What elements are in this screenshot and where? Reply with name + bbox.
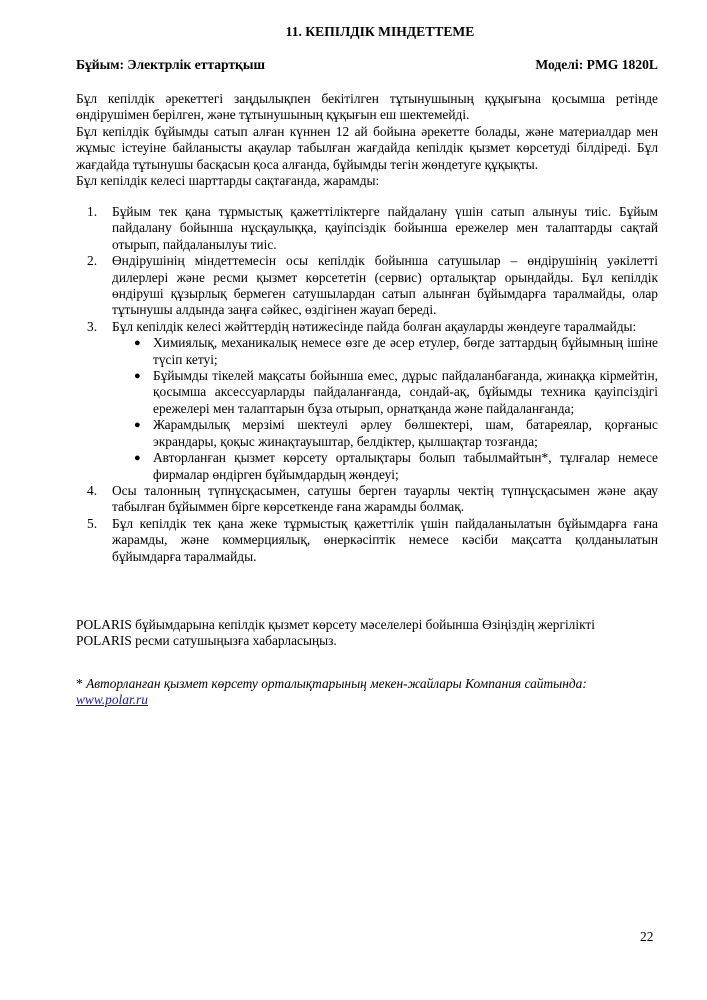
conditions-list [87,204,658,565]
contact-line: POLARIS ресми сатушыңызға хабарласыңыз. [76,633,337,649]
condition-item [87,515,658,565]
footnote [76,676,658,709]
exclusion-text: Бұйымды тікелей мақсаты бойынша емес, дұрыс пайдаланбағанда, жинаққа кірмейтін, қосымша аксессуарларды пайдаланғанда, сондай-ақ, бұйымды техника қауіпсіздігі ережелері мен талаптарын бұза отырып, орнатқанда және пайдаланғанда; [153,368,658,416]
exclusion-item [134,368,658,417]
condition-number: 3. [87,318,98,334]
intro-paragraph: Бұл кепілдік бұйымды сатып алған күннен 12 ай бойына әрекетте болады, және материалдар мен жұмыс істеуіне байланысты ақаулар табылған жағдайда кепілдік қызмет көрсетуді білдіреді. Бұл жағдайда тұтынушы басқасын қоса алғанда, бұйымды тегін жөндетуге құқықты. [76,123,658,172]
condition-number: 1. [87,204,98,219]
condition-text: Бұйым тек қана тұрмыстық қажеттіліктерге пайдалану үшін сатып алынуы тиіс. Бұйым пайдалану бойынша нұсқаулыққа, қауіпсіздік бойынша ережелер мен талаптарды сақтай отырып, пайдаланылуы тиіс. [112,204,658,252]
product-model: Моделі: PMG 1820L [535,57,658,72]
condition-text: Осы талонның түпнұсқасымен, сатушы берген тауарлы чектің түпнұсқасымен және ақау табылған бұйыммен бірге көрсеткенде ғана жарамды болмақ. [112,482,658,515]
bullet-icon: ● [134,370,141,383]
website-link[interactable]: www.polar.ru [76,692,148,708]
condition-number: 5. [87,515,98,531]
exclusion-text: Авторланған қызмет көрсету орталықтары болып табылмайтын*, тұлғалар немесе фирмалар өндірген бұйымдардың жөндеуі; [153,450,658,482]
exclusions-list [112,335,658,483]
intro-paragraph: Бұл кепілдік келесі шарттарды сақтағанда, жарамды: [76,173,380,189]
exclusion-text: Жарамдылық мерзімі шектеулі әрлеу бөлшектері, шам, батареялар, қорғаныс экрандары, қоқыс жинақтауыштар, белдіктер, қылшақтар тозғанда; [153,417,658,449]
condition-text: Өндірушінің міндеттемесін осы кепілдік бойынша сатушылар – өндірушінің уәкілетті дилерлері және ресми қызмет көрсететін (сервис) орталықтар орындайды. Бұл кепілдік өндіруші құзырлық бермеген сатушылардан сатып алынған бұйымдарға таралмайды, олар тұтынушы алдында заңға сәйкес, өздігінен жауап береді. [112,253,658,318]
condition-item [87,482,658,516]
product-label: Бұйым: Электрлік еттартқыш [76,57,265,72]
exclusion-item [134,335,658,368]
condition-item [87,204,658,253]
footnote-text: Авторланған қызмет көрсету орталықтарының мекен-жайлары Компания сайтында: [86,676,587,691]
condition-item [87,253,658,319]
contact-note [76,617,658,650]
page-number: 22 [640,929,654,944]
bullet-icon: ● [134,337,141,350]
footnote-marker: * [76,676,83,691]
exclusion-item [134,450,658,483]
condition-item [87,318,658,483]
condition-text: Бұл кепілдік келесі жәйттердің нәтижесінде пайда болған ақауларды жөндеуге таралмайды: [112,318,637,334]
intro-text [76,91,658,189]
intro-paragraph: Бұл кепілдік әрекеттегі заңдылықпен бекітілген тұтынушының құқығына қосымша ретінде өндірушімен берілген, және тұтынушының құқығын еш шектемейді. [76,91,658,123]
condition-number: 4. [87,482,98,498]
exclusion-item [134,417,658,450]
bullet-icon: ● [134,419,141,432]
bullet-icon: ● [134,452,141,465]
contact-line: POLARIS бұйымдарына кепілдік қызмет көрсету мәселелері бойынша Өзіңіздің жергілікті [76,617,595,632]
condition-number: 2. [87,253,98,269]
condition-text: Бұл кепілдік тек қана жеке тұрмыстық қажеттілік үшін пайдаланылатын бұйымдарға ғана жарамды, және коммерциялық, өнеркәсіптік немесе кәсіби мақсатта қолданылатын бұйымдарға таралмайды. [112,515,658,564]
section-title: 11. КЕПІЛДІК МІНДЕТТЕМЕ [285,24,475,39]
exclusion-text: Химиялық, механикалық немесе өзге де әсер етулер, бөгде заттардың бұйымның ішіне түсіп кетуі; [153,335,658,367]
product-header [76,57,658,73]
